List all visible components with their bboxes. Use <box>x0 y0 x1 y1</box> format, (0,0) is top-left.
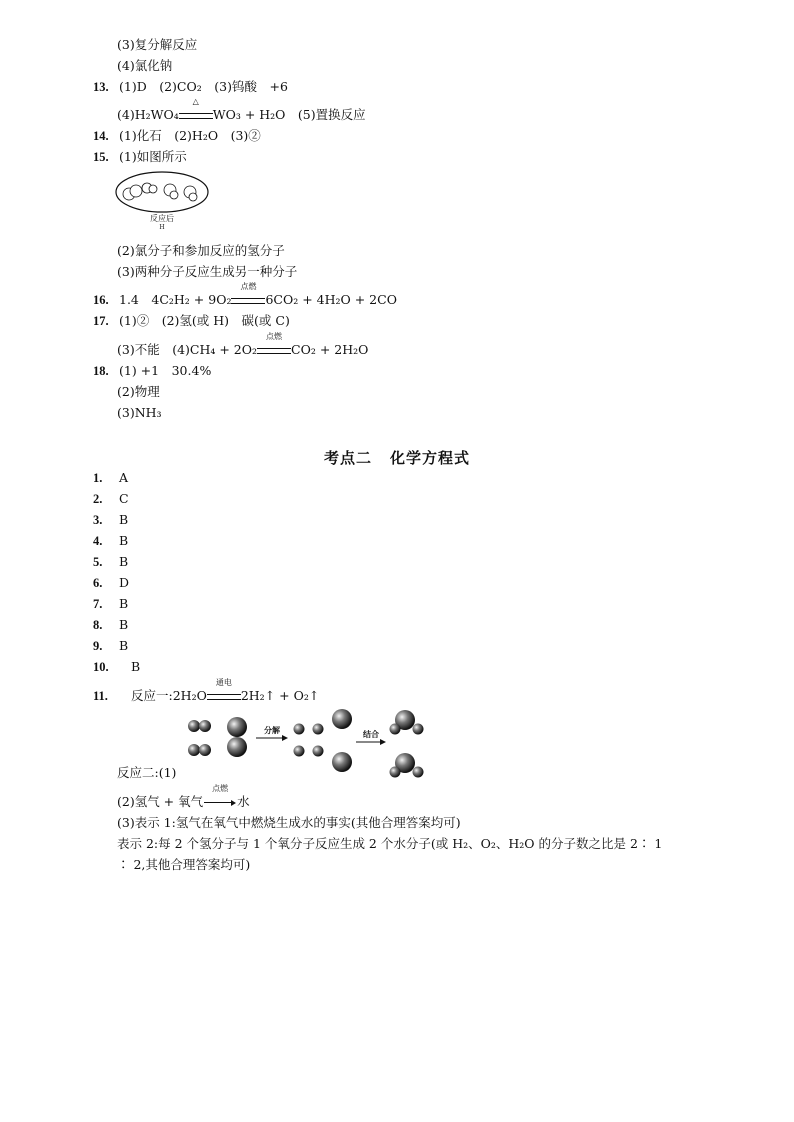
molecule-reaction-diagram <box>184 706 434 782</box>
answer-row: 7. B <box>93 596 129 611</box>
molecule-spheres <box>184 706 434 782</box>
answer-line: 反应二:(1) <box>117 765 177 780</box>
answer-row: 8. B <box>93 617 129 632</box>
equals-sign: 点燃 <box>231 292 265 308</box>
question-13-equation: (4)H₂WO₄ △ WO₃ + H₂O (5)置换反应 <box>117 97 366 122</box>
answer-line: (3)两种分子反应生成另一种分子 <box>117 264 298 279</box>
question-11: 11. 反应一:2H₂O 通电 2H₂↑ + O₂↑ <box>93 678 320 703</box>
section-title: 考点二 化学方程式 <box>323 449 471 467</box>
answer-row: 6. D <box>93 575 130 590</box>
answer-row: 10. B <box>93 659 141 674</box>
arrow-label-decompose: 分解 <box>264 725 280 735</box>
answer-line: (2)物理 <box>117 384 160 399</box>
answer-row: 3. B <box>93 512 129 527</box>
reaction-figure <box>114 170 210 240</box>
answer-line: (3)复分解反应 <box>117 37 198 52</box>
question-number: 13. <box>93 80 109 94</box>
arrow-label-combine: 结合 <box>363 729 379 739</box>
answer-row: 9. B <box>93 638 129 653</box>
figure-subcaption: H <box>159 224 165 231</box>
question-17-equation: (3)不能 (4)CH₄ + 2O₂ 点燃 CO₂ + 2H₂O <box>117 332 369 357</box>
answer-line: (2)氯分子和参加反应的氢分子 <box>117 243 285 258</box>
answer-line: (4)氯化钠 <box>117 58 173 73</box>
equals-sign: 通电 <box>207 688 241 704</box>
answer-row: 2. C <box>93 491 129 506</box>
answer-line: (3)NH₃ <box>117 405 162 420</box>
answer-row: 1. A <box>93 470 129 485</box>
word-equation: (2)氢气 + 氧气 点燃 水 <box>117 784 250 809</box>
question-14: 14. (1)化石 (2)H₂O (3)② <box>93 128 261 143</box>
question-13: 13. (1)D (2)CO₂ (3)钨酸 +6 <box>93 79 288 94</box>
equals-sign: 点燃 <box>257 342 291 358</box>
answer-line: 表示 2:每 2 个氢分子与 1 个氧分子反应生成 2 个水分子(或 H₂、O₂、H₂O 的分子数之比是 2∶ 1 <box>117 836 663 851</box>
answer-line: ∶ 2,其他合理答案均可) <box>117 857 251 872</box>
figure-caption: 反应后 <box>150 214 174 223</box>
equals-sign: △ <box>179 107 213 123</box>
question-16: 16. 1.4 4C₂H₂ + 9O₂ 点燃 6CO₂ + 4H₂O + 2CO <box>93 282 397 307</box>
answer-line: (3)表示 1:氢气在氧气中燃烧生成水的事实(其他合理答案均可) <box>117 815 461 830</box>
answer-row: 4. B <box>93 533 129 548</box>
reaction-arrow: 点燃 <box>203 794 237 810</box>
question-17: 17. (1)② (2)氢(或 H) 碳(或 C) <box>93 313 290 328</box>
question-15: 15. (1)如图所示 <box>93 149 187 164</box>
answer-row: 5. B <box>93 554 129 569</box>
question-18: 18. (1) +1 30.4% <box>93 363 212 378</box>
